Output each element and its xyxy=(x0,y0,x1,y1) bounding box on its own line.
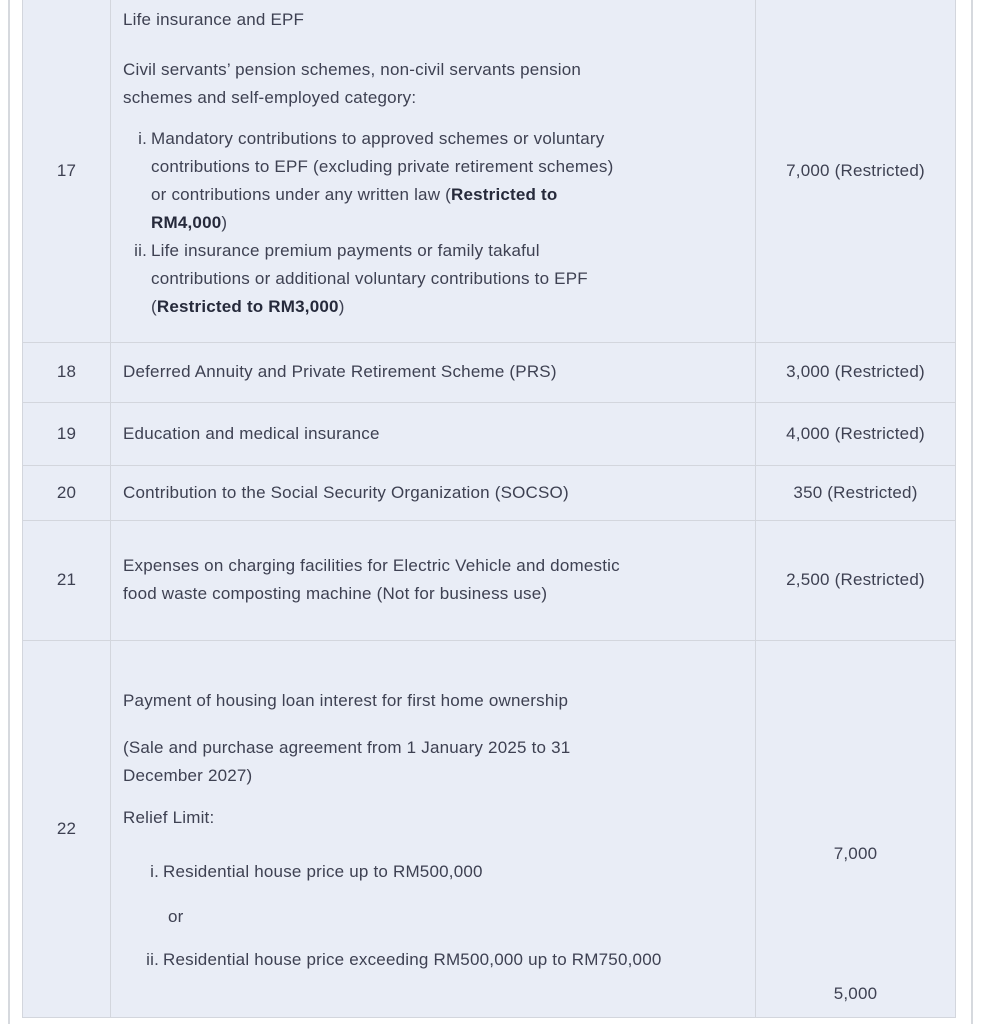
text-line: contributions or additional voluntary contributions to EPF xyxy=(151,269,588,288)
text-line: ) xyxy=(338,297,345,316)
text-line: contributions to EPF (excluding private retirement schemes) xyxy=(151,157,614,176)
table-row-17 xyxy=(23,0,956,342)
list-marker: ii. xyxy=(134,241,147,260)
conjunction-or: or xyxy=(168,906,184,926)
list-item-i xyxy=(145,858,737,886)
paragraph: Life insurance and EPF xyxy=(123,10,305,29)
relief-limit-cell xyxy=(756,640,956,1017)
table-row-21 xyxy=(23,520,956,640)
list-item-i xyxy=(133,125,737,237)
text-line: Mandatory contributions to approved schemes or voluntary xyxy=(151,129,605,148)
paragraph xyxy=(123,734,737,790)
relief-limit-cell: 7,000 (Restricted) xyxy=(756,0,956,342)
row-number-cell: 22 xyxy=(23,640,111,1017)
text-line: or contributions under any written law ( xyxy=(151,185,451,204)
relief-limit-cell: 350 (Restricted) xyxy=(756,465,956,520)
paragraph xyxy=(123,56,737,112)
restricted-amount-bold: Restricted to RM3,000 xyxy=(156,297,339,316)
row-number-cell: 18 xyxy=(23,342,111,402)
table-row-18 xyxy=(23,342,956,402)
list-item-text: Residential house price exceeding RM500,000 up to RM750,000 xyxy=(163,949,662,969)
relief-limit-value-2: 5,000 xyxy=(833,983,878,1003)
relief-description-cell: Education and medical insurance xyxy=(111,402,756,465)
row-number-cell: 21 xyxy=(23,520,111,640)
relief-description-cell xyxy=(111,520,756,640)
paragraph: Payment of housing loan interest for first home ownership xyxy=(123,690,569,710)
list-item-text: Residential house price up to RM500,000 xyxy=(163,861,483,881)
list-marker: i. xyxy=(138,129,147,148)
text-line: (Sale and purchase agreement from 1 January 2025 to 31 xyxy=(123,737,571,757)
relief-description-cell xyxy=(111,640,756,1017)
text-line: Expenses on charging facilities for Electric Vehicle and domestic xyxy=(123,556,620,575)
restricted-amount-bold: Restricted to xyxy=(450,185,558,204)
text-line: food waste composting machine (Not for business use) xyxy=(123,584,548,603)
table-row-20 xyxy=(23,465,956,520)
relief-limit-cell: 4,000 (Restricted) xyxy=(756,402,956,465)
outer-right-rule xyxy=(971,0,973,1024)
text-line: ( xyxy=(151,297,157,316)
paragraph: Relief Limit: xyxy=(123,807,215,827)
list-item-text xyxy=(151,237,588,321)
list-item-text xyxy=(151,125,614,237)
relief-limit-cell: 2,500 (Restricted) xyxy=(756,520,956,640)
relief-limit-cell: 3,000 (Restricted) xyxy=(756,342,956,402)
row-number-cell: 19 xyxy=(23,402,111,465)
text-line: ) xyxy=(221,213,228,232)
outer-left-rule xyxy=(8,0,10,1024)
list-item-ii xyxy=(133,237,737,321)
restricted-amount-bold: RM4,000 xyxy=(151,213,222,232)
relief-description-cell: Deferred Annuity and Private Retirement Scheme (PRS) xyxy=(111,342,756,402)
list-marker: ii. xyxy=(146,949,159,969)
row-number-cell: 17 xyxy=(23,0,111,342)
table-row-19 xyxy=(23,402,956,465)
text-line: Civil servants’ pension schemes, non-civil servants pension xyxy=(123,60,582,79)
list-marker: i. xyxy=(150,861,159,881)
list-item-ii xyxy=(145,946,737,974)
text-line: December 2027) xyxy=(123,765,253,785)
table-row-22 xyxy=(23,640,956,1017)
relief-description-cell: Contribution to the Social Security Organization (SOCSO) xyxy=(111,465,756,520)
relief-limit-value-1: 7,000 xyxy=(833,843,878,863)
relief-description-cell xyxy=(111,0,756,342)
tax-relief-table xyxy=(22,0,956,1018)
text-line: Life insurance premium payments or family takaful xyxy=(151,241,540,260)
row-number-cell: 20 xyxy=(23,465,111,520)
text-line: schemes and self-employed category: xyxy=(123,88,417,107)
